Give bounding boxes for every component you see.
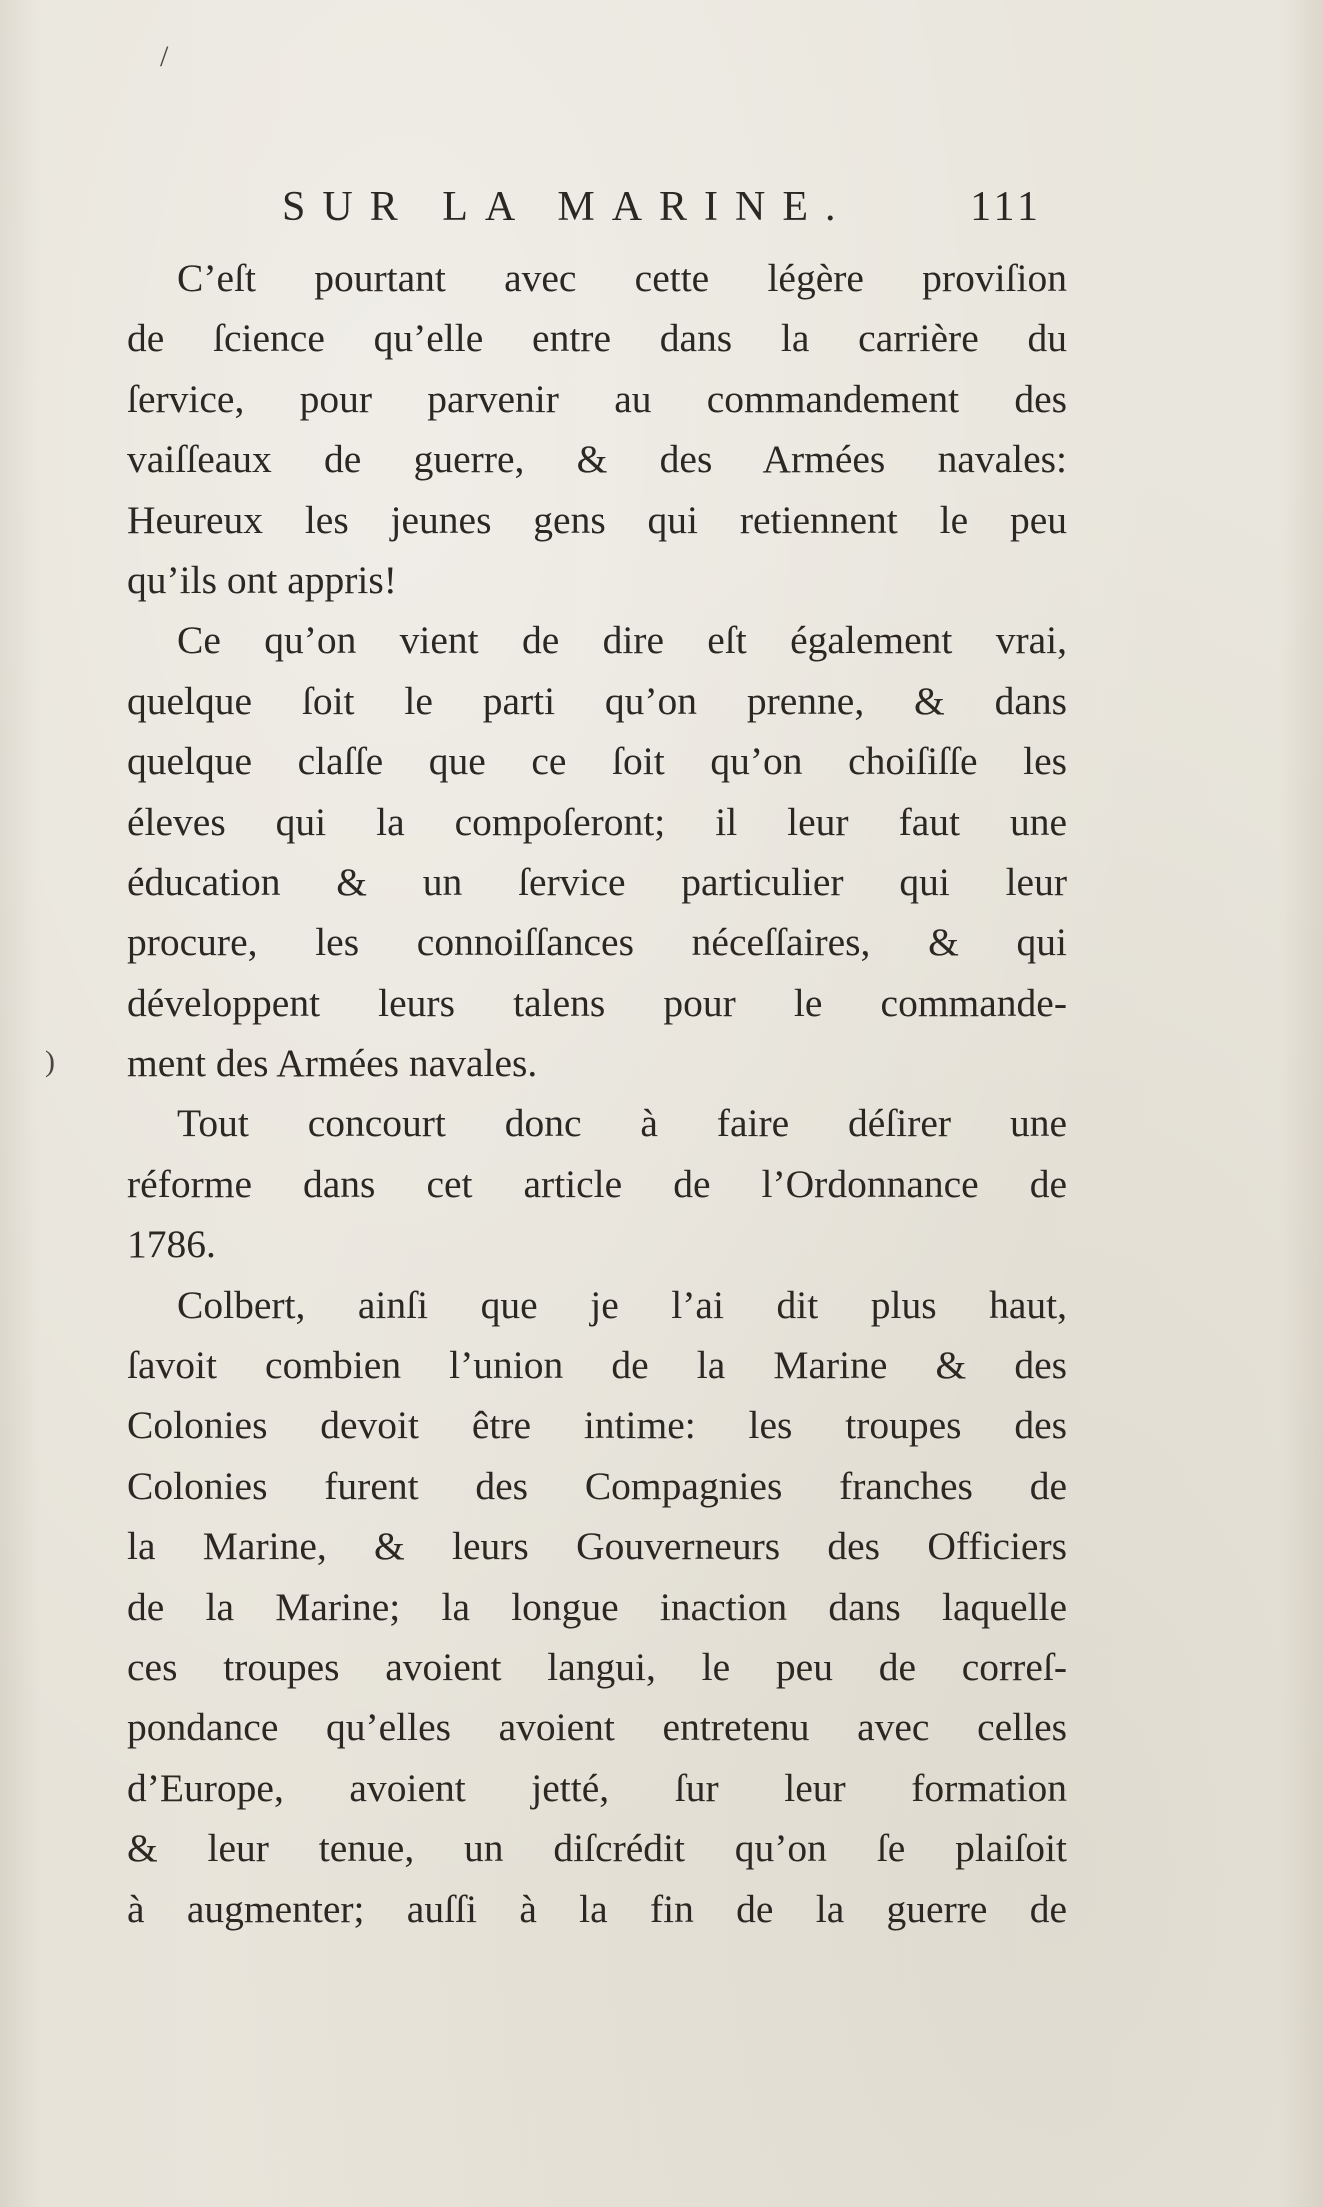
- text-line: à augmenter; auſſi à la fin de la guerre de: [127, 1886, 1067, 1931]
- text-line: Colonies devoit être intime: les troupes des: [127, 1403, 1067, 1448]
- text-line: quelque ſoit le parti qu’on prenne, & dans: [127, 678, 1067, 723]
- text-line: de ſcience qu’elle entre dans la carrière du: [127, 316, 1067, 361]
- paragraph-4: [127, 1275, 1067, 1939]
- text-line: réforme dans cet article de l’Ordonnance de: [127, 1161, 1067, 1206]
- text-line: éducation & un ſervice particulier qui leur: [127, 859, 1067, 904]
- paragraph-1: [127, 248, 1067, 610]
- running-title: SUR LA MARINE.: [282, 184, 853, 230]
- text-line: de la Marine; la longue inaction dans laquelle: [127, 1584, 1067, 1629]
- text-line: procure, les connoiſſances néceſſaires, & qui: [127, 920, 1067, 965]
- margin-mark: /: [160, 40, 169, 73]
- text-line: d’Europe, avoient jetté, ſur leur formation: [127, 1765, 1067, 1810]
- text-line: C’eſt pourtant avec cette légère proviſion: [177, 256, 1067, 300]
- text-line: Colbert, ainſi que je l’ai dit plus haut,: [177, 1282, 1067, 1327]
- paragraph-3: [127, 1093, 1067, 1274]
- text-line: Colonies furent des Compagnies franches de: [127, 1463, 1067, 1508]
- text-line: la Marine, & leurs Gouverneurs des Officiers: [127, 1524, 1067, 1569]
- page-header: [282, 183, 1042, 239]
- text-line: ment des Armées navales.: [127, 1041, 538, 1086]
- text-line: pondance qu’elles avoient entretenu avec celles: [127, 1705, 1067, 1750]
- text-line: développent leurs talens pour le commande-: [127, 980, 1067, 1025]
- text-line: ces troupes avoient langui, le peu de correſ-: [127, 1644, 1067, 1689]
- text-line: quelque claſſe que ce ſoit qu’on choiſiſſe les: [127, 739, 1067, 784]
- body-text: [127, 248, 1067, 1939]
- paragraph-2: [127, 610, 1067, 1093]
- text-line: éleves qui la compoſeront; il leur faut une: [127, 799, 1067, 844]
- text-line: Ce qu’on vient de dire eſt également vrai,: [177, 618, 1067, 663]
- page-number: 111: [970, 184, 1042, 230]
- text-line: vaiſſeaux de guerre, & des Armées navales:: [127, 437, 1067, 482]
- text-line: 1786.: [127, 1222, 216, 1267]
- text-line: Tout concourt donc à faire déſirer une: [177, 1101, 1067, 1146]
- margin-mark: ): [45, 1045, 55, 1078]
- text-line: ſavoit combien l’union de la Marine & des: [127, 1343, 1067, 1388]
- text-line: Heureux les jeunes gens qui retiennent le peu: [127, 497, 1067, 542]
- text-line: & leur tenue, un diſcrédit qu’on ſe plaiſoit: [127, 1826, 1067, 1871]
- text-line: qu’ils ont appris!: [127, 557, 397, 602]
- text-line: ſervice, pour parvenir au commandement des: [127, 376, 1067, 421]
